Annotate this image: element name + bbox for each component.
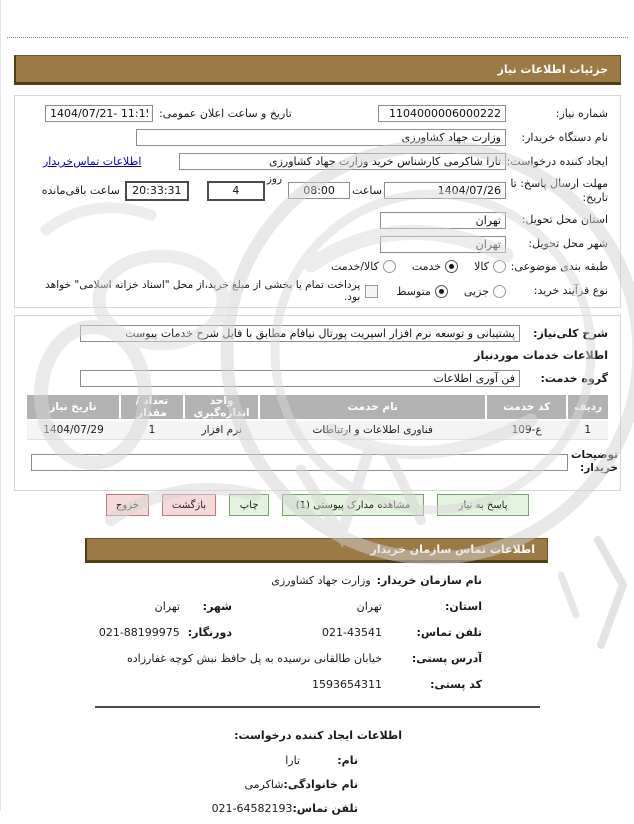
services-table-header-row [27, 395, 608, 420]
col-service-name: نام خدمت [259, 395, 486, 420]
postal-code-value: 1593654311 [312, 678, 382, 691]
org-name-label: نام سازمان خریدار: [376, 574, 482, 587]
section-title: اطلاعات تماس سازمان خریدار [370, 543, 535, 556]
creator-family-value: شاکرمی [244, 778, 284, 791]
phone-fax-row [1, 624, 634, 642]
section-header-buyer-contact [85, 538, 548, 563]
services-section-title: اطلاعات خدمات موردنیاز [474, 349, 608, 362]
need-description-row [27, 325, 608, 342]
deadline-hour-label: ساعت [352, 184, 382, 198]
action-buttons-row [1, 494, 634, 516]
radio-goods[interactable] [493, 260, 506, 273]
print-button[interactable]: چاپ [229, 494, 269, 516]
back-button[interactable]: بازگشت [162, 494, 216, 516]
need-info-panel [14, 95, 621, 308]
buyer-contact-link[interactable]: اطلاعات تماس‌خریدار [43, 155, 142, 168]
province-value: تهران [356, 600, 382, 613]
remaining-time-label: ساعت باقی‌مانده [41, 184, 120, 198]
reply-deadline-row [27, 173, 608, 205]
buyer-org-label: نام دستگاه خریدار: [521, 130, 608, 144]
respond-to-need-button[interactable]: پاسخ به نیاز [437, 494, 529, 516]
city-label: شهر: [202, 600, 232, 613]
section-divider [95, 706, 540, 708]
service-group-row [27, 370, 608, 387]
org-name-row [1, 572, 634, 590]
request-creator-label: ایجاد کننده درخواست: [506, 154, 608, 168]
creator-phone-label: تلفن تماس: [292, 802, 358, 815]
creator-name-label: نام: [337, 754, 358, 767]
radio-goods-service[interactable] [383, 260, 396, 273]
postal-address-label: آدرس پستی: [411, 652, 482, 665]
radio-partial[interactable] [493, 285, 506, 298]
delivery-province-label: استان محل تحویل: [521, 213, 608, 227]
reply-deadline-label: مهلت ارسال پاسخ: تا تاریخ: [510, 177, 608, 204]
radio-medium[interactable] [435, 285, 448, 298]
cell-unit: نرم افزار [184, 420, 260, 440]
services-table [27, 395, 608, 440]
deadline-days-field[interactable] [207, 181, 265, 201]
top-dotted-divider [7, 37, 628, 38]
buyer-notes-row [27, 449, 618, 475]
delivery-city-row [27, 236, 608, 253]
province-label: استان: [445, 600, 482, 613]
radio-service-label: خدمت [411, 259, 442, 273]
delivery-province-row [27, 212, 608, 229]
org-name-value: وزارت جهاد کشاورزی [271, 574, 371, 587]
delivery-city-field[interactable] [380, 236, 506, 253]
col-quantity: تعداد / مقدار [120, 395, 184, 420]
phone-label: تلفن تماس: [416, 626, 482, 639]
need-number-row [27, 105, 608, 122]
treasury-checkbox[interactable] [365, 285, 378, 298]
buyer-org-row [27, 129, 608, 146]
remaining-time-field[interactable] [125, 181, 189, 201]
exit-button[interactable]: خروج [106, 494, 149, 516]
deadline-day-label: روز [266, 173, 283, 185]
col-need-date: تاریخ نیاز [27, 395, 120, 420]
request-creator-field[interactable] [179, 153, 506, 170]
purchase-process-label: نوع فرآیند خرید: [533, 284, 608, 298]
creator-phone-value: 021-64582193 [211, 802, 293, 815]
purchase-process-row [27, 279, 608, 303]
delivery-province-field[interactable] [380, 212, 506, 229]
treasury-checkbox-label: پرداخت تمام یا بخشی از مبلغ خرید،از محل "اسناد خزانه اسلامی" خواهد بود. [45, 279, 361, 304]
service-group-label: گروه خدمت: [540, 371, 608, 385]
need-description-field[interactable] [80, 325, 520, 342]
radio-goods-service-label: کالا/خدمت [331, 259, 379, 273]
section-header-need-details [14, 55, 621, 85]
creator-name-row [1, 752, 634, 769]
col-service-code: کد خدمت [486, 395, 567, 420]
phone-value: 021-43541 [322, 626, 382, 639]
deadline-hour-field[interactable] [288, 182, 350, 199]
announce-datetime-field[interactable] [45, 105, 153, 122]
cell-row-number: 1 [567, 420, 608, 440]
need-number-label: شماره نیاز: [555, 106, 608, 120]
city-value: تهران [154, 600, 180, 613]
buyer-contact-section [1, 572, 634, 824]
postal-address-row [1, 650, 634, 668]
creator-family-row [1, 776, 634, 793]
announce-datetime-label: تاریخ و ساعت اعلان عمومی: [159, 107, 292, 120]
col-unit: واحد اندازه‌گیری [184, 395, 260, 420]
buyer-org-field[interactable] [136, 129, 506, 146]
radio-goods-label: کالا [474, 259, 489, 273]
cell-need-date: 1404/07/29 [27, 420, 120, 440]
classification-row [27, 260, 608, 274]
section-title: جزئیات اطلاعات نیاز [497, 62, 608, 76]
buyer-notes-field[interactable] [31, 454, 568, 471]
cell-service-code: ع-109 [486, 420, 567, 440]
creator-phone-row [1, 800, 634, 817]
radio-partial-label: جزیی [463, 284, 489, 298]
creator-family-label: نام خانوادگی: [283, 778, 358, 791]
fax-label: دورنگار: [187, 626, 232, 639]
province-city-row [1, 598, 634, 616]
need-description-label: شرح کلی‌نیاز: [533, 326, 608, 340]
radio-service[interactable] [445, 260, 458, 273]
service-group-field[interactable] [80, 370, 520, 387]
deadline-date-field[interactable] [384, 182, 506, 199]
classification-label: طبقه بندی موضوعی: [510, 259, 608, 273]
radio-medium-label: متوسط [396, 284, 431, 298]
required-services-panel [14, 315, 621, 491]
postal-code-label: کد پستی: [430, 678, 482, 691]
col-row-number: ردیف [567, 395, 608, 420]
postal-code-row [1, 676, 634, 694]
creator-name-value: تارا [285, 754, 300, 767]
view-attachments-button[interactable]: مشاهده مدارک پیوستی (1) [282, 494, 424, 516]
need-number-field[interactable] [378, 105, 506, 122]
fax-value: 021-88199975 [98, 626, 180, 639]
cell-service-name: فناوری اطلاعات و ارتباطات [259, 420, 486, 440]
postal-address-value: خیابان طالقانی نرسیده به پل حافظ نبش کوچه غفارزاده [127, 652, 382, 665]
delivery-city-label: شهر محل تحویل: [528, 237, 608, 251]
request-creator-row [27, 153, 608, 170]
table-row [27, 420, 608, 440]
buyer-notes-label: توضیحات خریدار: [570, 449, 618, 475]
creator-section-title: اطلاعات ایجاد کننده درخواست: [234, 729, 402, 742]
cell-quantity: 1 [120, 420, 184, 440]
